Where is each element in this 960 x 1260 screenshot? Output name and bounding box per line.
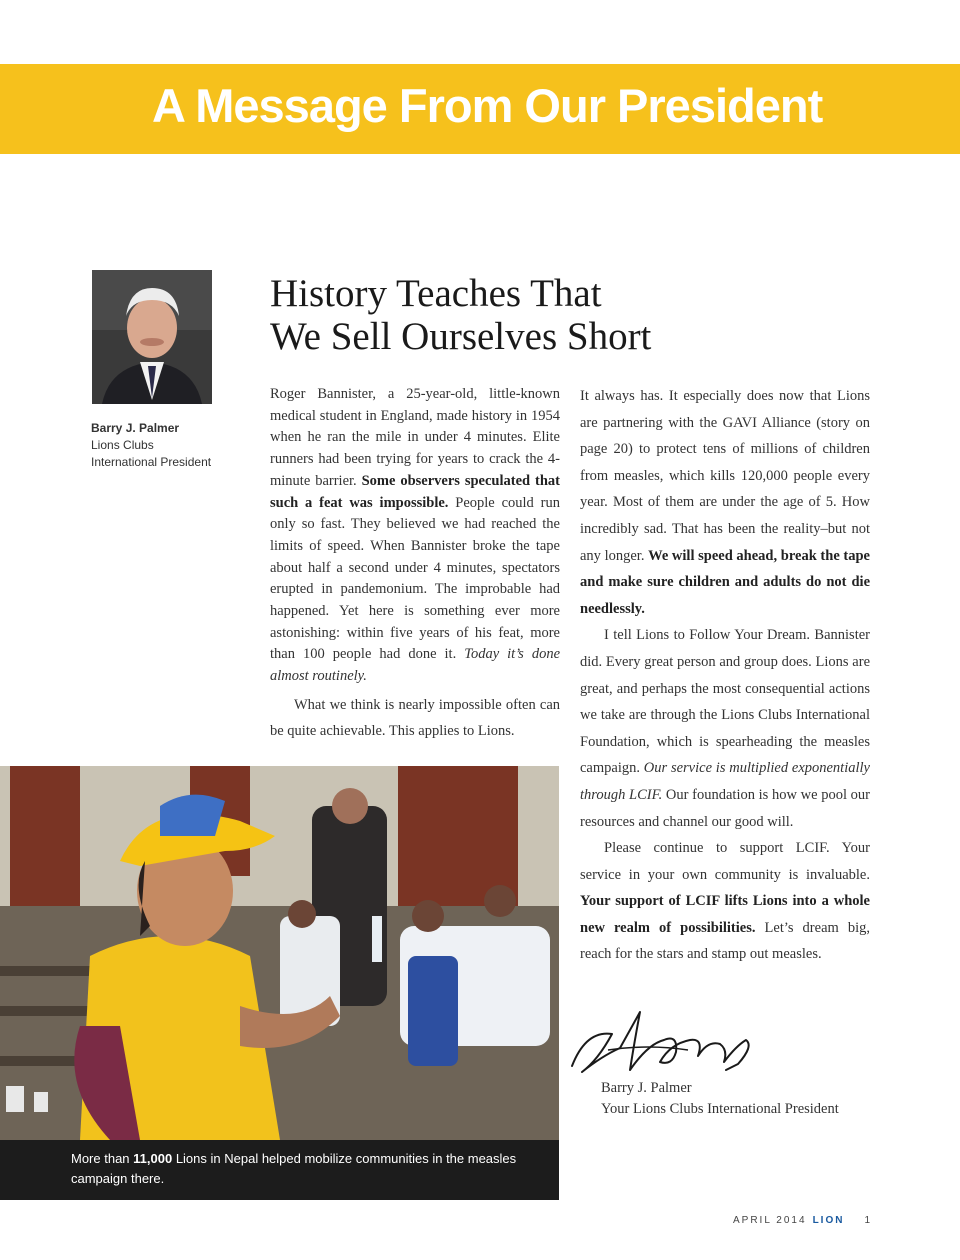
text-run: I tell Lions to Follow Your Dream. Bannister did. Every great person and group does. Lions are great, and perhaps the most consequential actions we take are through the Lions Clubs International Foundation, which is spearheading the measles campaign. [580,627,870,777]
italic-text: Our service is multiplied exponentially through LCIF. [580,760,870,803]
signoff-title: Your Lions Clubs International President [601,1101,839,1117]
article-column-2 [580,383,870,968]
signoff [601,1078,839,1120]
vaccination-photo [0,766,559,1140]
signoff-name: Barry J. Palmer [601,1080,692,1096]
page-footer [733,1215,872,1226]
issue-date: APRIL 2014 [733,1215,807,1226]
page-number: 1 [864,1215,873,1226]
bold-text: Some observers speculated that such a feat was impossible. [270,472,560,511]
paragraph [580,383,870,622]
bold-text: Your support of LCIF lifts Lions into a whole new realm of possibilities. [580,893,870,936]
text-run: It always has. It especially does now that Lions are partnering with the GAVI Alliance (story on page 20) to protect tens of millions of children from measles, which kills 120,000 people every year. Most of them are under the age of 5. How incredibly sad. That has been the reality–but not any longer. [580,388,870,564]
paragraph [270,384,560,688]
caption-text: Lions in Nepal helped mobilize communities in the measles campaign there. [71,1151,517,1186]
article-headline [270,272,651,358]
author-portrait [92,270,212,404]
caption-number: 11,000 [133,1151,173,1166]
magazine-name: LION [812,1215,845,1226]
paragraph: What we think is nearly impossible often can be quite achievable. This applies to Lions. [270,696,560,739]
text-run: Roger Bannister, a 25-year-old, little-known medical student in England, made history in 1954 when he ran the mile in under 4 minutes. Elite runners had been trying for years to crack the 4-minute barrier. [270,386,560,489]
text-run: Please continue to support LCIF. Your service in your own community is invaluable. [580,840,870,883]
text-run: People could run only so fast. They believed we had reached the limits of speed. When Bannister broke the tape about half a second under 4 minutes, spectators erupted in pandemonium. The improbable had happened. Yet here is something ever more astonishing: within five years of his feat, more than 100 people had done it. [270,494,560,663]
title-banner [0,64,960,154]
article-column-1 [270,384,560,744]
photo-caption [0,1140,559,1200]
headline-line2: We Sell Ourselves Short [270,315,652,358]
signature-image [568,1000,758,1082]
bold-text: We will speed ahead, break the tape and make sure children and adults do not die needlessly. [580,547,870,617]
paragraph [580,835,870,968]
paragraph [580,622,870,835]
author-name: Barry J. Palmer [91,421,180,435]
author-role-line1: Lions Clubs [91,438,154,452]
text-run: Our foundation is how we pool our resources and channel our good will. [580,786,871,830]
headline-line1: History Teaches That [270,272,602,315]
text-run: Let’s dream big, reach for the stars and stamp out measles. [580,919,870,963]
author-bio [91,420,211,471]
author-role-line2: International President [91,455,212,469]
page-title: A Message From Our President [152,79,823,132]
caption-text: More than [71,1151,134,1166]
italic-text: Today it’s done almost routinely. [270,646,560,685]
